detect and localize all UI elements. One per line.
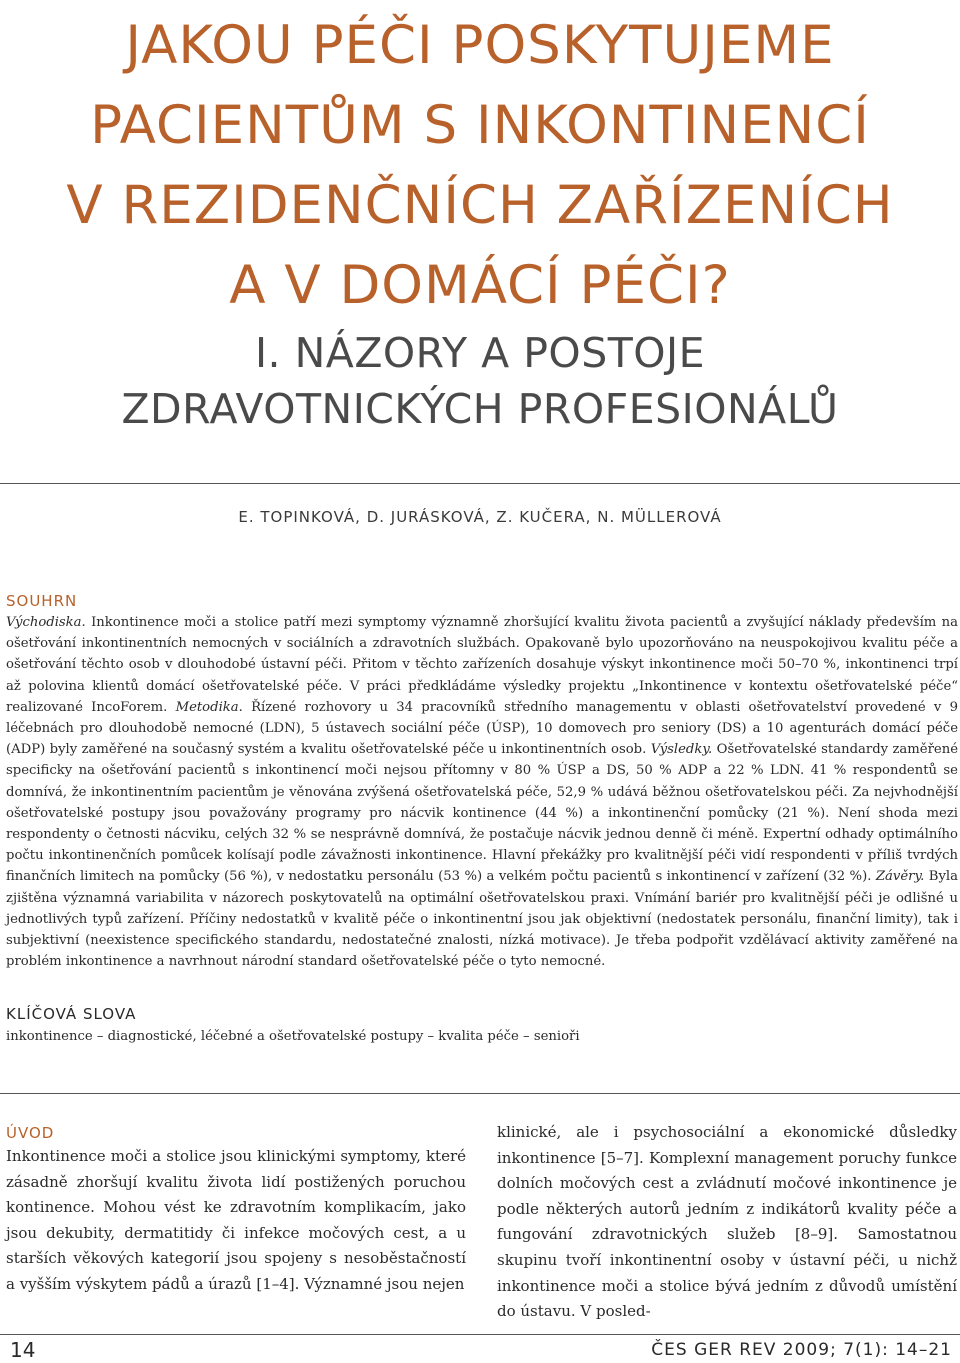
top-divider [0, 483, 960, 484]
article-subtitle [0, 325, 960, 437]
abstract-heading: SOUHRN [6, 592, 78, 610]
section-divider [0, 1093, 960, 1094]
page-number: 14 [10, 1338, 36, 1362]
title-line: JAKOU PÉČI POSKYTUJEME [125, 15, 835, 76]
subtitle-line: I. NÁZORY A POSTOJE [254, 329, 706, 377]
title-line: V REZIDENČNÍCH ZAŘÍZENÍCH [66, 175, 894, 236]
author-list: E. TOPINKOVÁ, D. JURÁSKOVÁ, Z. KUČERA, N. MÜLLEROVÁ [238, 508, 722, 526]
abstract-text-methods: Řízené rozhovory u 34 pracovníků středního managementu v oblasti ošetřovatelství provedené v 9 léčebnách pro dlouhodobě nemocné (LDN), 5 ústavech sociální péče (ÚSP), 10 domovech pro seniory (DS) a 10 agenturách domácí péče (ADP) byly zaměřené na současný systém a kvalitu ošetřovatelské péče u inkontinentních osob. [6, 699, 958, 758]
abstract-text-background: Inkontinence moči a stolice patří mezi symptomy významně zhoršující kvalitu života pacientů a zvyšující náklady především na ošetřování inkontinentních nemocných v sociálních a zdravotních službách. Opakovaně bylo upozorňováno na neuspokojivou kvalitu péče a ošetřování těchto osob v dlouhodobé ústavní péči. Přitom v těchto zařízeních dosahuje výskyt inkontinence moči 50–70 %, inkontinenci trpí až polovina klientů domácí ošetřovatelské péče. V práci předkládáme výsledky projektu „Inkontinence v kontextu ošetřovatelské péče“ realizované IncoForem. [6, 615, 958, 715]
journal-citation: ČES GER REV 2009; 7(1): 14–21 [651, 1340, 952, 1360]
abstract-label-conclusions: Závěry. [875, 869, 925, 885]
intro-column-right: klinické, ale i psychosociální a ekonomické důsledky inkontinence [5–7]. Komplexní management poruchy funkce dolních močových cest a zvládnutí močové inkontinence je podle některých autorů jedním z indikátorů kvality péče a fungování zdravotnických služeb [8–9]. Samostatnou skupinu tvoří inkontinentní osoby v ústavní péči, u nichž inkontinence moči a stolice bývá jedním z důvodů umístění do ústavu. V posled- [497, 1123, 957, 1321]
title-line: A V DOMÁCÍ PÉČI? [229, 255, 731, 316]
abstract-text-results: Ošetřovatelské standardy zaměřené specificky na ošetřování pacientů s inkontinencí moči nejsou přítomny v 80 % ÚSP a DS, 50 % ADP a 22 % LDN. 41 % respondentů se domnívá, že inkontinentním pacientům je věnována zvýšená ošetřovatelská péče, 52,9 % udává běžnou ošetřovatelskou péči. Za nejvhodnější ošetřovatelské postupy jsou považovány programy pro nácvik kontinence (44 %) a inkontinenční pomůcky (21 %). Není shoda mezi respondenty o četnosti nácviku, celých 32 % se nesprávně domnívá, že postačuje nácvik jednou denně či méně. Expertní odhady optimálního počtu inkontinenčních pomůcek kolísají podle závažnosti inkontinence. Hlavní překážky pro kvalitnější péči vidí respondenti v příliš tvrdých finančních limitech na pomůcky (56 %), v nedostatku personálu (53 %) a velkém počtu pacientů s inkontinencí v zařízení (32 %). [6, 742, 959, 885]
article-title [0, 6, 960, 326]
footer-divider [0, 1334, 960, 1335]
abstract-text-conclusions: Byla zjištěna významná variabilita v názorech poskytovatelů na optimální ošetřovatelskou praxi. Vnímání bariér pro kvalitnější péči je odlišné u jednotlivých typů zařízení. Příčiny nedostatků v kvalitě péče o inkontinentní jsou jak objektivní (nedostatek personálu, finanční limity), tak i subjektivní (neexistence specifického standardu, nedostatečné znalosti, nízká motivace). Je třeba podpořit vzdělávací aktivity zaměřené na problém inkontinence a navrhnout národní standard ošetřovatelské péče o tyto nemocné. [6, 869, 958, 970]
abstract-label-results: Výsledky. [650, 742, 713, 758]
keywords-list: inkontinence – diagnostické, léčebné a ošetřovatelské postupy – kvalita péče – senioři [6, 1029, 580, 1044]
keywords-heading: KLÍČOVÁ SLOVA [6, 1005, 137, 1023]
intro-heading: ÚVOD [6, 1124, 55, 1142]
abstract-label-methods: Metodika. [175, 699, 243, 715]
title-line: PACIENTŮM S INKONTINENCÍ [90, 95, 870, 156]
subtitle-line: ZDRAVOTNICKÝCH PROFESIONÁLŮ [121, 385, 839, 433]
intro-column-left: Inkontinence moči a stolice jsou klinickými symptomy, které zásadně zhoršují kvalitu života lidí postižených poruchou kontinence. Mohou vést ke zdravotním komplikacím, jako jsou dekubity, dermatitidy či infekce močových cest, a u starších věkových kategorií jsou spojeny s nesoběstačností a vyšším výskytem pádů a úrazů [1–4]. Významné jsou nejen [6, 1147, 466, 1293]
abstract-label-background: Východiska. [6, 615, 86, 630]
abstract-body [6, 612, 958, 972]
